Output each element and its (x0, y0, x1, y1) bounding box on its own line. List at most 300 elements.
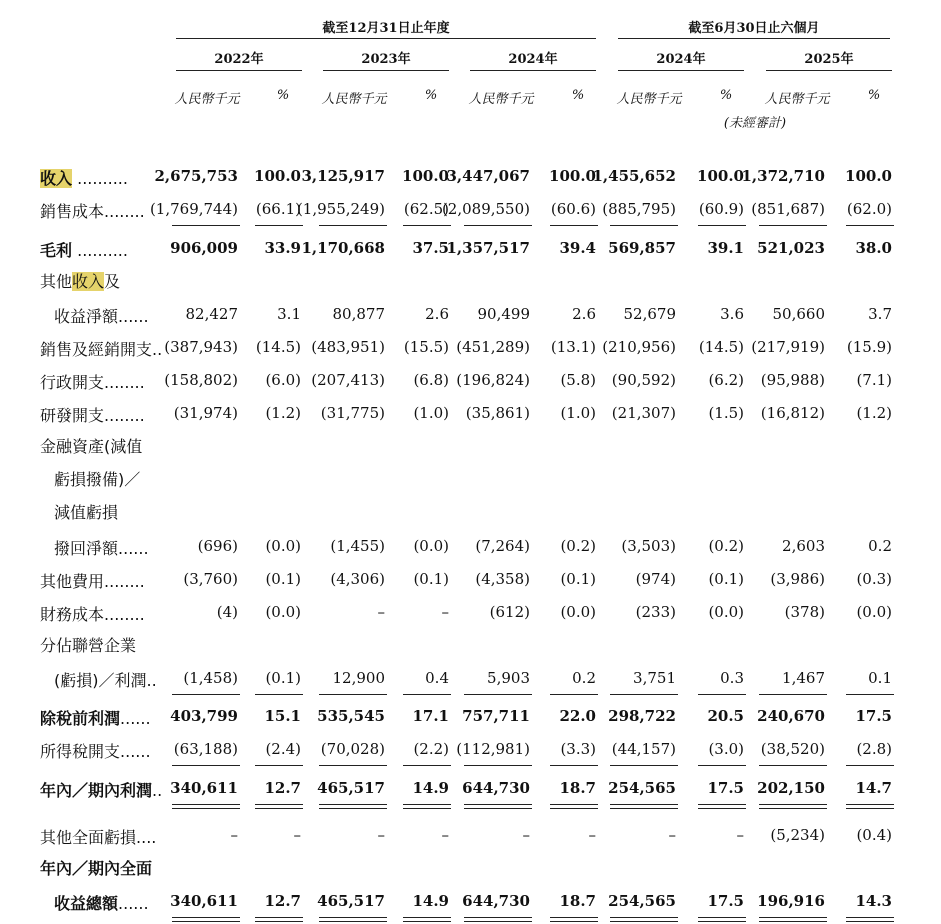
cell-percent: (5.8) (560, 371, 596, 389)
highlight-mark: 收入 (72, 272, 105, 291)
cell-amount: (90,592) (611, 371, 676, 389)
unit-label: 人民幣千元 (174, 92, 240, 107)
cell-percent: 14.7 (855, 779, 892, 797)
cell-percent: (0.2) (708, 537, 744, 555)
cell-amount: 298,722 (608, 707, 676, 725)
cell-percent: 39.1 (707, 239, 744, 257)
leader-dots: .......... (72, 241, 128, 260)
cell-amount: (387,943) (164, 338, 238, 356)
cell-percent: (0.2) (560, 537, 596, 555)
leader-dots: ...... (118, 539, 149, 558)
leader-dots: .. (152, 781, 163, 800)
cell-amount: 1,357,517 (446, 239, 530, 257)
cell-amount: 340,611 (170, 892, 238, 910)
double-underline (255, 917, 303, 918)
cell-amount: – (668, 826, 676, 844)
row-label (40, 166, 128, 189)
leader-dots: .. (152, 340, 163, 359)
double-underline (698, 921, 746, 922)
cell-amount: (451,289) (456, 338, 530, 356)
cell-percent: 12.7 (264, 892, 301, 910)
double-underline (464, 917, 532, 918)
double-underline (698, 917, 746, 918)
single-underline (464, 694, 532, 695)
leader-dots: ........ (104, 373, 145, 392)
cell-percent: 14.9 (412, 892, 449, 910)
cell-percent: (0.1) (413, 570, 449, 588)
cell-percent: 100.0 (402, 167, 449, 185)
cell-percent: (0.0) (265, 537, 301, 555)
cell-percent: (6.0) (265, 371, 301, 389)
row-label-text: 銷售及經銷開支 (40, 340, 153, 359)
cell-amount: (696) (197, 537, 238, 555)
double-underline (319, 917, 387, 918)
double-underline (846, 808, 894, 809)
cell-percent: 38.0 (855, 239, 892, 257)
cell-percent: (7.1) (856, 371, 892, 389)
year-header-1: 2023年 (361, 52, 411, 67)
cell-amount: 2,675,753 (154, 167, 238, 185)
single-underline (255, 225, 303, 226)
leader-dots: ...... (118, 894, 149, 913)
single-underline (172, 765, 240, 766)
cell-amount: 340,611 (170, 779, 238, 797)
cell-percent: (0.0) (708, 603, 744, 621)
double-underline (255, 804, 303, 805)
cell-percent: 17.5 (707, 892, 744, 910)
double-underline (550, 808, 598, 809)
double-underline (464, 808, 532, 809)
cell-amount: 1,467 (782, 669, 825, 687)
double-underline (403, 917, 451, 918)
unaudited-note: (未經審計) (723, 116, 787, 131)
cell-percent: (2.4) (265, 740, 301, 758)
leader-dots: ........ (104, 202, 145, 221)
cell-amount: (210,956) (602, 338, 676, 356)
cell-percent: (6.2) (708, 371, 744, 389)
cell-percent: (2.8) (856, 740, 892, 758)
double-underline (610, 804, 678, 805)
year-header-0: 2022年 (214, 52, 264, 67)
double-underline (403, 804, 451, 805)
cell-percent: (13.1) (550, 338, 596, 356)
row-label-text: 財務成本 (40, 605, 105, 624)
single-underline (550, 694, 598, 695)
single-underline (846, 225, 894, 226)
cell-amount: 5,903 (487, 669, 530, 687)
unit-label: 人民幣千元 (764, 92, 830, 107)
cell-percent: 0.1 (868, 669, 892, 687)
cell-percent: 17.1 (412, 707, 449, 725)
double-underline (403, 921, 451, 922)
year-header-3: 2024年 (656, 52, 706, 67)
double-underline (846, 921, 894, 922)
cell-percent: 18.7 (559, 779, 596, 797)
pct-label: % (424, 88, 438, 103)
pct-label: % (719, 88, 733, 103)
cell-amount: (196,824) (456, 371, 530, 389)
double-underline (172, 804, 240, 805)
group-rule-six-months (618, 38, 890, 39)
cell-percent: (0.4) (856, 826, 892, 844)
cell-percent: (60.6) (550, 200, 596, 218)
cell-percent: 2.6 (425, 305, 449, 323)
cell-percent: 3.7 (868, 305, 892, 323)
double-underline (759, 917, 827, 918)
cell-percent: (1.0) (560, 404, 596, 422)
cell-percent: 39.4 (559, 239, 596, 257)
single-underline (464, 765, 532, 766)
cell-amount: 254,565 (608, 892, 676, 910)
cell-percent: (14.5) (698, 338, 744, 356)
cell-percent: (0.3) (856, 570, 892, 588)
cell-percent: (0.0) (856, 603, 892, 621)
cell-percent: (1.0) (413, 404, 449, 422)
single-underline (610, 694, 678, 695)
row-label-text: 撥回淨額 (54, 539, 119, 558)
row-label-text: 除稅前利潤 (40, 709, 121, 728)
cell-amount: (16,812) (760, 404, 825, 422)
row-label-text: 其他收入及 (40, 272, 121, 291)
single-underline (698, 225, 746, 226)
cell-amount: (1,955,249) (296, 200, 385, 218)
cell-percent: (66.1) (255, 200, 301, 218)
cell-percent: (15.9) (846, 338, 892, 356)
cell-amount: – (230, 826, 238, 844)
cell-amount: (2,089,550) (441, 200, 530, 218)
year-rule-1 (323, 70, 449, 71)
row-label-text: 其他全面虧損 (40, 828, 137, 847)
cell-percent: – (588, 826, 596, 844)
single-underline (698, 694, 746, 695)
leader-dots: ...... (120, 742, 151, 761)
double-underline (759, 804, 827, 805)
cell-amount: (158,802) (164, 371, 238, 389)
row-label (40, 633, 136, 656)
cell-amount: 569,857 (608, 239, 676, 257)
cell-percent: (0.1) (708, 570, 744, 588)
single-underline (255, 694, 303, 695)
single-underline (846, 694, 894, 695)
cell-percent: 0.2 (572, 669, 596, 687)
cell-percent: – (441, 826, 449, 844)
cell-amount: (1,769,744) (149, 200, 238, 218)
cell-amount: (70,028) (320, 740, 385, 758)
cell-percent: (62.5) (403, 200, 449, 218)
cell-amount: (31,775) (320, 404, 385, 422)
cell-amount: (38,520) (760, 740, 825, 758)
row-label-text: 收益總額 (54, 894, 119, 913)
single-underline (403, 225, 451, 226)
cell-amount: 403,799 (170, 707, 238, 725)
double-underline (698, 804, 746, 805)
single-underline (759, 694, 827, 695)
cell-amount: 1,372,710 (741, 167, 825, 185)
row-label-text: 虧損撥備)／ (54, 470, 141, 489)
cell-percent: (15.5) (403, 338, 449, 356)
single-underline (403, 765, 451, 766)
cell-percent: (1.2) (265, 404, 301, 422)
cell-amount: 906,009 (170, 239, 238, 257)
cell-percent: (2.2) (413, 740, 449, 758)
cell-amount: 80,877 (332, 305, 385, 323)
double-underline (846, 917, 894, 918)
cell-amount: 52,679 (623, 305, 676, 323)
cell-percent: 12.7 (264, 779, 301, 797)
cell-percent: 100.0 (845, 167, 892, 185)
cell-percent: (0.0) (560, 603, 596, 621)
year-rule-2 (470, 70, 596, 71)
cell-amount: (612) (489, 603, 530, 621)
cell-percent: 2.6 (572, 305, 596, 323)
cell-percent: 33.9 (264, 239, 301, 257)
row-label-text: 行政開支 (40, 373, 105, 392)
cell-percent: – (293, 826, 301, 844)
cell-percent: 3.1 (277, 305, 301, 323)
cell-amount: 644,730 (462, 779, 530, 797)
cell-amount: (483,951) (311, 338, 385, 356)
cell-amount: (1,455) (330, 537, 385, 555)
cell-percent: 3.6 (720, 305, 744, 323)
cell-amount: (217,919) (751, 338, 825, 356)
cell-amount: (378) (784, 603, 825, 621)
cell-amount: (207,413) (311, 371, 385, 389)
cell-amount: (4) (216, 603, 238, 621)
cell-amount: 3,125,917 (301, 167, 385, 185)
cell-percent: – (441, 603, 449, 621)
cell-percent: 14.9 (412, 779, 449, 797)
cell-amount: – (377, 826, 385, 844)
cell-amount: 202,150 (757, 779, 825, 797)
single-underline (698, 765, 746, 766)
cell-amount: 50,660 (772, 305, 825, 323)
row-label-text: 收益淨額 (54, 307, 119, 326)
cell-amount: 465,517 (317, 892, 385, 910)
cell-percent: (0.0) (265, 603, 301, 621)
double-underline (319, 921, 387, 922)
cell-amount: 1,455,652 (592, 167, 676, 185)
unit-label: 人民幣千元 (616, 92, 682, 107)
double-underline (172, 808, 240, 809)
cell-amount: – (377, 603, 385, 621)
cell-percent: (0.1) (265, 570, 301, 588)
cell-amount: 196,916 (757, 892, 825, 910)
single-underline (464, 225, 532, 226)
single-underline (759, 765, 827, 766)
cell-percent: 15.1 (264, 707, 301, 725)
leader-dots: ........ (104, 572, 145, 591)
group-header-six-months: 截至6月30日止六個月 (688, 21, 820, 36)
cell-percent: (3.0) (708, 740, 744, 758)
double-underline (464, 921, 532, 922)
row-label (54, 500, 118, 523)
double-underline (172, 917, 240, 918)
double-underline (255, 921, 303, 922)
row-label (40, 238, 128, 261)
cell-amount: (95,988) (760, 371, 825, 389)
cell-amount: (3,503) (621, 537, 676, 555)
double-underline (319, 804, 387, 805)
double-underline (846, 804, 894, 805)
row-label-text: 減值虧損 (54, 503, 119, 522)
cell-amount: 757,711 (462, 707, 530, 725)
leader-dots: ........ (104, 406, 145, 425)
cell-percent: (1.2) (856, 404, 892, 422)
cell-amount: 12,900 (332, 669, 385, 687)
single-underline (403, 694, 451, 695)
highlight-mark: 收入 (40, 169, 73, 188)
cell-percent: 20.5 (707, 707, 744, 725)
cell-amount: – (522, 826, 530, 844)
single-underline (319, 694, 387, 695)
cell-amount: (4,358) (475, 570, 530, 588)
cell-amount: (7,264) (475, 537, 530, 555)
single-underline (319, 765, 387, 766)
cell-amount: (21,307) (611, 404, 676, 422)
unit-label: 人民幣千元 (321, 92, 387, 107)
leader-dots: ........ (104, 605, 145, 624)
cell-amount: 465,517 (317, 779, 385, 797)
cell-amount: 2,603 (782, 537, 825, 555)
single-underline (319, 225, 387, 226)
double-underline (464, 804, 532, 805)
cell-amount: (851,687) (751, 200, 825, 218)
row-label (40, 856, 152, 879)
row-label-text: 所得稅開支 (40, 742, 121, 761)
single-underline (610, 765, 678, 766)
double-underline (550, 804, 598, 805)
cell-amount: (3,760) (183, 570, 238, 588)
cell-amount: 521,023 (757, 239, 825, 257)
cell-amount: (31,974) (173, 404, 238, 422)
cell-amount: (5,234) (770, 826, 825, 844)
cell-percent: 100.0 (697, 167, 744, 185)
row-label-text: 金融資產(減值 (40, 437, 143, 456)
cell-amount: (63,188) (173, 740, 238, 758)
cell-percent: 14.3 (855, 892, 892, 910)
single-underline (172, 225, 240, 226)
single-underline (610, 225, 678, 226)
row-label-text: (虧損)／利潤 (54, 671, 147, 690)
year-header-2: 2024年 (508, 52, 558, 67)
cell-percent: (1.5) (708, 404, 744, 422)
cell-percent: (0.1) (560, 570, 596, 588)
cell-percent: (3.3) (560, 740, 596, 758)
row-label (40, 269, 120, 292)
year-rule-3 (618, 70, 744, 71)
single-underline (550, 225, 598, 226)
double-underline (610, 921, 678, 922)
cell-amount: 1,170,668 (301, 239, 385, 257)
cell-percent: 22.0 (559, 707, 596, 725)
cell-percent: 0.4 (425, 669, 449, 687)
cell-amount: (35,861) (465, 404, 530, 422)
double-underline (319, 808, 387, 809)
row-label (54, 467, 140, 490)
cell-amount: 535,545 (317, 707, 385, 725)
cell-percent: 100.0 (254, 167, 301, 185)
row-label-text (40, 169, 72, 188)
leader-dots: ...... (120, 709, 151, 728)
single-underline (550, 765, 598, 766)
cell-amount: (44,157) (611, 740, 676, 758)
double-underline (172, 921, 240, 922)
double-underline (610, 808, 678, 809)
cell-amount: 254,565 (608, 779, 676, 797)
cell-amount: 90,499 (477, 305, 530, 323)
single-underline (172, 694, 240, 695)
single-underline (255, 765, 303, 766)
pct-label: % (276, 88, 290, 103)
year-rule-4 (766, 70, 892, 71)
leader-dots: .. (146, 671, 157, 690)
cell-amount: (233) (635, 603, 676, 621)
row-label-text: 銷售成本 (40, 202, 105, 221)
cell-amount: (3,986) (770, 570, 825, 588)
cell-percent: – (736, 826, 744, 844)
cell-percent: 17.5 (855, 707, 892, 725)
cell-amount: 3,447,067 (446, 167, 530, 185)
pct-label: % (571, 88, 585, 103)
single-underline (846, 765, 894, 766)
cell-amount: (1,458) (183, 669, 238, 687)
cell-amount: (974) (635, 570, 676, 588)
row-label-text: 分佔聯營企業 (40, 636, 137, 655)
leader-dots: .... (136, 828, 157, 847)
double-underline (759, 808, 827, 809)
cell-percent: (0.1) (265, 669, 301, 687)
cell-percent: (0.0) (413, 537, 449, 555)
year-rule-0 (176, 70, 302, 71)
cell-percent: (60.9) (698, 200, 744, 218)
cell-amount: 644,730 (462, 892, 530, 910)
row-label-text: 年內／期內利潤 (40, 781, 153, 800)
row-label-text: 其他費用 (40, 572, 105, 591)
cell-percent: (6.8) (413, 371, 449, 389)
cell-percent: 0.2 (868, 537, 892, 555)
double-underline (255, 808, 303, 809)
cell-percent: 0.3 (720, 669, 744, 687)
year-header-4: 2025年 (804, 52, 854, 67)
group-rule-fiscal-year (176, 38, 596, 39)
double-underline (610, 917, 678, 918)
double-underline (759, 921, 827, 922)
row-label-text: 毛利 (40, 241, 73, 260)
pct-label: % (867, 88, 881, 103)
double-underline (550, 917, 598, 918)
cell-percent: 37.5 (412, 239, 449, 257)
row-label (40, 434, 142, 457)
cell-amount: 240,670 (757, 707, 825, 725)
group-header-fiscal-year: 截至12月31日止年度 (322, 21, 450, 36)
cell-amount: 3,751 (633, 669, 676, 687)
single-underline (759, 225, 827, 226)
cell-percent: 17.5 (707, 779, 744, 797)
cell-amount: (885,795) (602, 200, 676, 218)
cell-amount: (112,981) (456, 740, 530, 758)
leader-dots: .......... (72, 169, 128, 188)
cell-percent: (62.0) (846, 200, 892, 218)
cell-percent: (14.5) (255, 338, 301, 356)
double-underline (698, 808, 746, 809)
row-label-text: 研發開支 (40, 406, 105, 425)
cell-amount: (4,306) (330, 570, 385, 588)
double-underline (403, 808, 451, 809)
cell-percent: 100.0 (549, 167, 596, 185)
leader-dots: ...... (118, 307, 149, 326)
double-underline (550, 921, 598, 922)
cell-amount: 82,427 (185, 305, 238, 323)
